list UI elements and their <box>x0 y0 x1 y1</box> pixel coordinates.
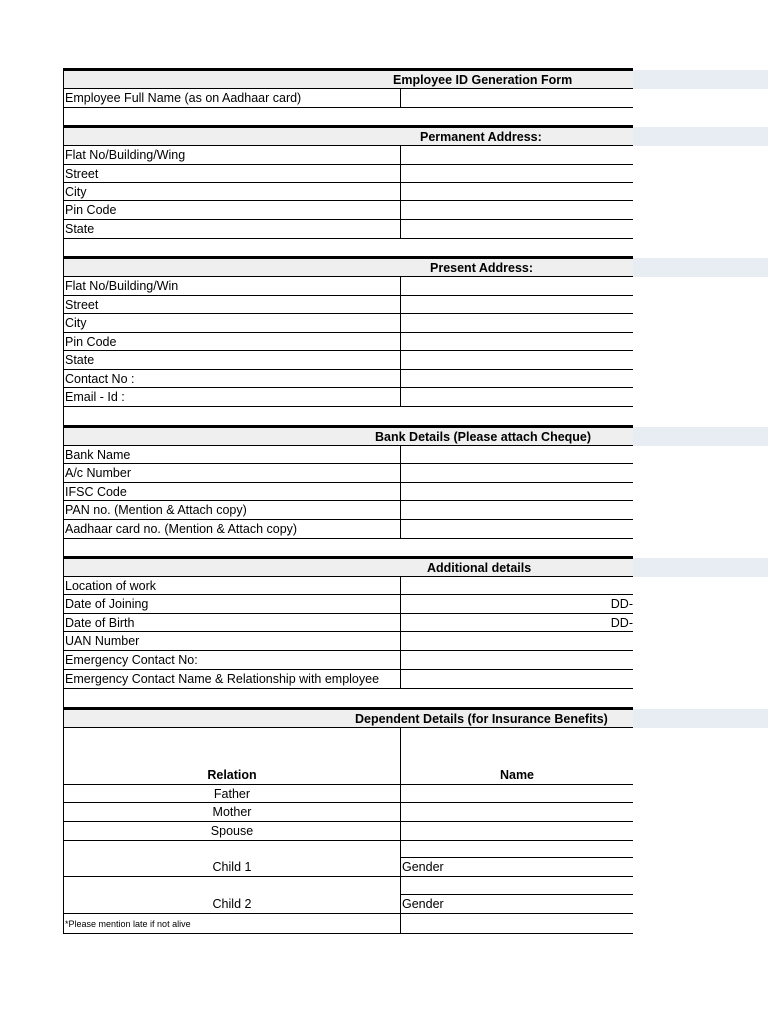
location-input[interactable] <box>400 577 633 594</box>
present-city-input[interactable] <box>400 314 633 332</box>
account-number-label: A/c Number <box>65 466 131 480</box>
present-state-row <box>63 351 633 370</box>
header-extension <box>633 70 768 89</box>
footnote-empty-cell <box>400 914 633 933</box>
permanent-state-input[interactable] <box>400 220 633 238</box>
present-flat-input[interactable] <box>400 277 633 295</box>
date-of-joining-input[interactable] <box>400 595 633 613</box>
cell-divider <box>401 894 633 895</box>
present-state-input[interactable] <box>400 351 633 369</box>
permanent-city-input[interactable] <box>400 183 633 200</box>
additional-details-heading: Additional details <box>427 560 532 575</box>
emergency-contact-name-input[interactable] <box>400 670 633 688</box>
footnote-text: *Please mention late if not alive <box>65 918 191 929</box>
dependent-details-header <box>63 707 633 728</box>
full-name-row <box>63 89 633 108</box>
bank-name-input[interactable] <box>400 446 633 463</box>
present-pincode-row <box>63 333 633 351</box>
spacer-row <box>63 689 633 708</box>
dependent-table-header <box>63 728 633 785</box>
relation-column-header <box>64 728 400 784</box>
spouse-name-input[interactable] <box>400 822 633 840</box>
relation-child-1 <box>64 841 400 876</box>
relation-spouse: Spouse <box>210 824 254 838</box>
relation-child-2 <box>64 877 400 913</box>
header-extension <box>633 427 768 446</box>
footnote-row <box>63 914 633 934</box>
present-street-row <box>63 296 633 314</box>
permanent-city-label: City <box>65 184 87 199</box>
permanent-flat-row <box>63 146 633 165</box>
relation-header-text: Relation <box>207 768 257 782</box>
child-2-gender-label: Gender <box>402 897 444 911</box>
permanent-flat-input[interactable] <box>400 146 633 164</box>
uan-label: UAN Number <box>65 634 140 648</box>
permanent-state-label: State <box>65 222 95 236</box>
emergency-contact-name-row <box>63 670 633 689</box>
permanent-city-row <box>63 183 633 201</box>
permanent-address-header <box>63 125 633 146</box>
pan-row <box>63 501 633 520</box>
relation-father: Father <box>213 786 251 801</box>
emergency-contact-no-label: Emergency Contact No: <box>65 653 198 667</box>
uan-row <box>63 632 633 651</box>
spacer-row <box>63 407 633 426</box>
bank-details-heading: Bank Details (Please attach Cheque) <box>375 429 592 444</box>
child-1-gender-label: Gender <box>402 860 444 874</box>
location-row <box>63 577 633 595</box>
additional-details-header <box>63 556 633 577</box>
ifsc-label: IFSC Code <box>65 484 127 499</box>
location-label: Location of work <box>65 578 157 593</box>
header-extension <box>633 558 768 577</box>
relation-mother: Mother <box>212 805 252 819</box>
account-number-input[interactable] <box>400 464 633 482</box>
father-name-input[interactable] <box>400 785 633 802</box>
header-extension <box>633 709 768 728</box>
footnote-cell <box>64 914 401 933</box>
child-2-input[interactable] <box>400 877 633 913</box>
contact-no-row <box>63 370 633 388</box>
present-address-heading: Present Address: <box>430 260 534 275</box>
dependent-father-row <box>63 785 633 803</box>
bank-details-header <box>63 425 633 446</box>
date-placeholder: DD- <box>610 615 633 630</box>
aadhaar-row <box>63 520 633 539</box>
date-of-birth-label: Date of Birth <box>65 615 135 630</box>
present-address-header <box>63 256 633 277</box>
spacer-row <box>63 239 633 257</box>
dependent-spouse-row <box>63 822 633 841</box>
form-title: Employee ID Generation Form <box>393 72 573 87</box>
email-row <box>63 388 633 407</box>
header-extension <box>633 127 768 146</box>
full-name-label: Employee Full Name (as on Aadhaar card) <box>65 91 302 105</box>
bank-name-label: Bank Name <box>65 447 131 462</box>
dependent-details-heading: Dependent Details (for Insurance Benefits) <box>355 711 608 726</box>
name-column-header <box>400 728 633 784</box>
permanent-address-heading: Permanent Address: <box>420 129 542 144</box>
aadhaar-label: Aadhaar card no. (Mention & Attach copy) <box>65 522 298 536</box>
ifsc-row <box>63 483 633 501</box>
dependent-mother-row <box>63 803 633 822</box>
present-city-label: City <box>65 316 87 330</box>
bank-name-row <box>63 446 633 464</box>
emergency-contact-name-label: Emergency Contact Name & Relationship with employee <box>65 672 380 686</box>
child-2-label: Child 2 <box>212 897 252 911</box>
date-of-joining-label: Date of Joining <box>65 597 149 611</box>
present-street-label: Street <box>65 297 99 312</box>
name-header-text: Name <box>499 768 535 782</box>
permanent-street-input[interactable] <box>400 165 633 182</box>
account-number-row <box>63 464 633 483</box>
permanent-flat-label: Flat No/Building/Wing <box>65 148 186 162</box>
header-extension <box>633 258 768 277</box>
date-of-joining-row <box>63 595 633 614</box>
date-of-birth-input[interactable] <box>400 614 633 631</box>
email-input[interactable] <box>400 388 633 406</box>
contact-no-input[interactable] <box>400 370 633 387</box>
permanent-pincode-input[interactable] <box>400 201 633 219</box>
present-pincode-label: Pin Code <box>65 334 117 349</box>
full-name-input[interactable] <box>400 89 633 107</box>
present-city-row <box>63 314 633 333</box>
present-pincode-input[interactable] <box>400 333 633 350</box>
dependent-child2-row <box>63 877 633 914</box>
mother-name-input[interactable] <box>400 803 633 821</box>
email-label: Email - Id : <box>65 390 125 404</box>
permanent-pincode-row <box>63 201 633 220</box>
present-flat-label: Flat No/Building/Win <box>65 279 179 293</box>
child-1-input[interactable] <box>400 841 633 876</box>
child-1-label: Child 1 <box>212 860 252 874</box>
permanent-state-row <box>63 220 633 239</box>
present-street-input[interactable] <box>400 296 633 313</box>
present-state-label: State <box>65 353 95 367</box>
form-title-bar <box>63 68 633 89</box>
dependent-child1-row <box>63 841 633 877</box>
spacer-row <box>63 539 633 557</box>
spacer-row <box>63 108 633 126</box>
aadhaar-input[interactable] <box>400 520 633 538</box>
ifsc-input[interactable] <box>400 483 633 500</box>
present-flat-row <box>63 277 633 296</box>
date-of-birth-row <box>63 614 633 632</box>
permanent-pincode-label: Pin Code <box>65 203 117 217</box>
permanent-street-label: Street <box>65 166 99 181</box>
pan-input[interactable] <box>400 501 633 519</box>
emergency-contact-no-input[interactable] <box>400 651 633 669</box>
emergency-contact-no-row <box>63 651 633 670</box>
date-placeholder: DD- <box>610 597 633 611</box>
uan-input[interactable] <box>400 632 633 650</box>
contact-no-label: Contact No : <box>65 371 135 386</box>
permanent-street-row <box>63 165 633 183</box>
cell-divider <box>401 857 633 858</box>
pan-label: PAN no. (Mention & Attach copy) <box>65 503 247 517</box>
